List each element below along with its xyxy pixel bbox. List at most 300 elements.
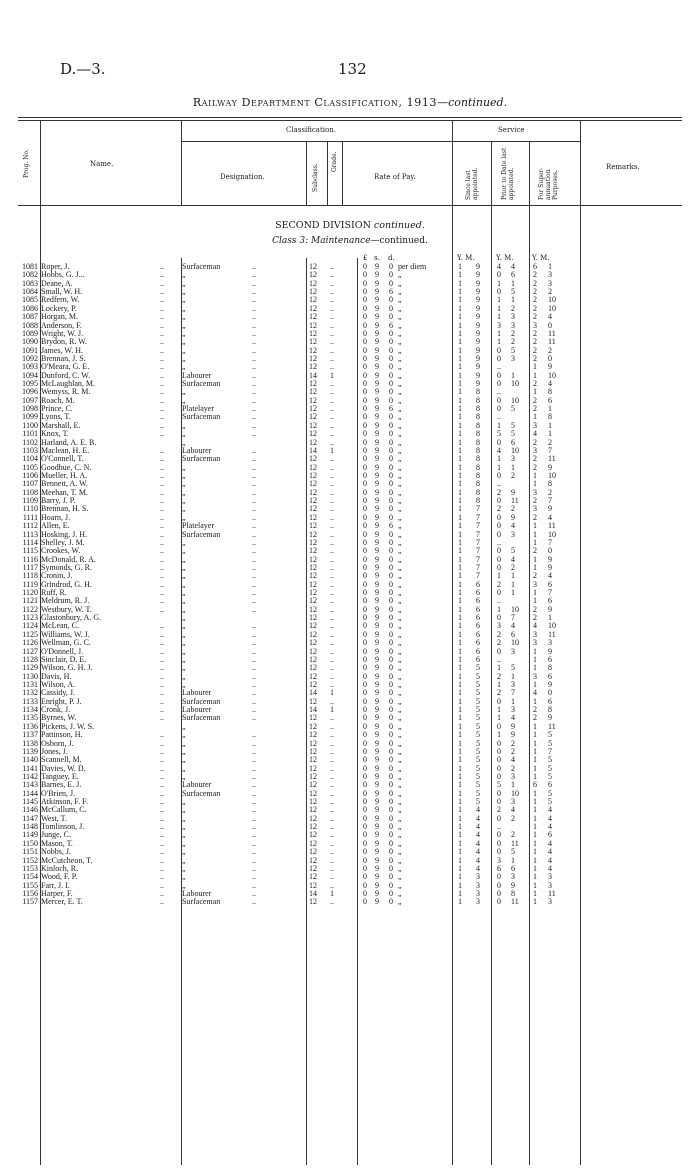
prior-years: 4 bbox=[497, 262, 501, 271]
table-row bbox=[0, 689, 700, 697]
pay-shillings: 9 bbox=[375, 387, 379, 397]
pay-period: „ bbox=[398, 880, 402, 890]
pay-pounds: 0 bbox=[363, 721, 367, 731]
prog-number: 1155 bbox=[22, 880, 38, 890]
since-months: 7 bbox=[476, 562, 480, 572]
pay-shillings: 9 bbox=[375, 763, 379, 773]
super-years: 3 bbox=[533, 420, 537, 430]
table-row bbox=[0, 589, 700, 597]
pay-pounds: 0 bbox=[363, 479, 367, 489]
since-years: 1 bbox=[458, 353, 462, 363]
since-years: 1 bbox=[458, 813, 462, 823]
pay-pounds: 0 bbox=[363, 897, 367, 907]
employee-name: Brennan, J. S. bbox=[41, 353, 86, 363]
grade: 1 bbox=[330, 688, 334, 698]
super-years: 2 bbox=[533, 345, 537, 355]
class-heading bbox=[0, 236, 700, 246]
since-months: 6 bbox=[476, 596, 480, 606]
super-months: 3 bbox=[548, 897, 552, 907]
prior-months: 1 bbox=[511, 588, 515, 598]
designation: „ bbox=[182, 646, 186, 656]
since-years: 1 bbox=[458, 521, 462, 531]
since-months: 5 bbox=[476, 738, 480, 748]
prior-years: 0 bbox=[497, 889, 501, 898]
pay-period: „ bbox=[398, 721, 402, 731]
leader-dots: .. bbox=[160, 412, 164, 422]
subclass: 14 bbox=[309, 889, 317, 898]
table-row bbox=[0, 447, 700, 455]
pay-pounds: 0 bbox=[363, 588, 367, 598]
since-years: 1 bbox=[458, 838, 462, 848]
leader-dots: .. bbox=[160, 546, 164, 556]
table-row bbox=[0, 355, 700, 363]
leader-dots: .. bbox=[160, 705, 164, 715]
prior-months: 9 bbox=[511, 512, 515, 522]
table-row bbox=[0, 723, 700, 731]
prog-number: 1126 bbox=[22, 638, 38, 648]
since-months: 9 bbox=[476, 353, 480, 363]
pay-period: „ bbox=[398, 588, 402, 598]
prog-number: 1121 bbox=[22, 596, 38, 606]
since-years: 1 bbox=[458, 880, 462, 890]
prior-years: 0 bbox=[497, 554, 501, 564]
pay-pence: 0 bbox=[389, 571, 393, 581]
since-years: 1 bbox=[458, 496, 462, 506]
pay-shillings: 9 bbox=[375, 496, 379, 506]
leader-dots-designation: .. bbox=[252, 546, 256, 556]
since-years: 1 bbox=[458, 588, 462, 598]
pay-pounds: 0 bbox=[363, 537, 367, 547]
prior-years: 0 bbox=[497, 287, 501, 297]
table-row bbox=[0, 505, 700, 513]
pay-shillings: 9 bbox=[375, 638, 379, 648]
pay-pounds: 0 bbox=[363, 788, 367, 798]
pay-pence: 0 bbox=[389, 746, 393, 756]
pay-pence: 0 bbox=[389, 730, 393, 740]
pay-shillings: 9 bbox=[375, 420, 379, 430]
employee-name: Sinclair, D. E. bbox=[41, 654, 87, 664]
pay-shillings: 9 bbox=[375, 889, 379, 898]
super-months: 6 bbox=[548, 780, 552, 790]
super-years: 1 bbox=[533, 387, 537, 397]
leader-dots-designation: .. bbox=[252, 429, 256, 439]
super-years: 3 bbox=[533, 445, 537, 455]
since-years: 1 bbox=[458, 270, 462, 280]
since-years: 1 bbox=[458, 362, 462, 372]
since-months: 8 bbox=[476, 445, 480, 455]
subclass: 12 bbox=[309, 303, 317, 313]
pay-pence: 0 bbox=[389, 445, 393, 455]
since-years: 1 bbox=[458, 337, 462, 347]
pay-pence: 0 bbox=[389, 337, 393, 347]
header-rate-of-pay: Rate of Pay. bbox=[374, 173, 416, 181]
leader-dots: .. bbox=[160, 362, 164, 372]
pay-pounds: 0 bbox=[363, 688, 367, 698]
table-row bbox=[0, 547, 700, 555]
pay-pounds: 0 bbox=[363, 337, 367, 347]
pay-shillings: 9 bbox=[375, 370, 379, 380]
leader-dots-designation: .. bbox=[252, 604, 256, 614]
pay-period: „ bbox=[398, 546, 402, 556]
since-months: 4 bbox=[476, 847, 480, 857]
pay-period: „ bbox=[398, 654, 402, 664]
pay-pounds: 0 bbox=[363, 771, 367, 781]
super-months: 1 bbox=[548, 613, 552, 623]
subclass: 12 bbox=[309, 270, 317, 280]
leader-dots: .. bbox=[160, 713, 164, 723]
super-years: 1 bbox=[533, 588, 537, 598]
employee-name: Wellman, G. C. bbox=[41, 638, 91, 648]
super-months: 8 bbox=[548, 705, 552, 715]
subclass: 12 bbox=[309, 646, 317, 656]
employee-name: Crookes, W. bbox=[41, 546, 81, 556]
designation: „ bbox=[182, 546, 186, 556]
since-months: 5 bbox=[476, 721, 480, 731]
pay-period: „ bbox=[398, 404, 402, 414]
subclass: 12 bbox=[309, 579, 317, 589]
subclass: 12 bbox=[309, 362, 317, 372]
prior-years: 2 bbox=[497, 805, 501, 815]
prior-months: 4 bbox=[511, 755, 515, 765]
pay-pounds: 0 bbox=[363, 554, 367, 564]
pay-pence: 0 bbox=[389, 830, 393, 840]
since-years: 1 bbox=[458, 571, 462, 581]
table-row bbox=[0, 489, 700, 497]
super-years: 3 bbox=[533, 320, 537, 330]
leader-dots: .. bbox=[160, 504, 164, 514]
employee-name: Pattinson, H. bbox=[41, 730, 83, 740]
leader-dots-designation: .. bbox=[252, 370, 256, 380]
designation: „ bbox=[182, 822, 186, 832]
prior-years: 3 bbox=[497, 621, 501, 631]
pay-period: per diem bbox=[398, 262, 427, 271]
pay-shillings: 9 bbox=[375, 613, 379, 623]
since-years: 1 bbox=[458, 654, 462, 664]
prior-years: 0 bbox=[497, 613, 501, 623]
super-years: 4 bbox=[533, 429, 537, 439]
since-months: 8 bbox=[476, 479, 480, 489]
prior-years: 1 bbox=[497, 604, 501, 614]
prior-months: 9 bbox=[511, 880, 515, 890]
employee-name: Mueller, H. A. bbox=[41, 471, 88, 480]
super-years: 1 bbox=[533, 872, 537, 882]
pay-shillings: 9 bbox=[375, 621, 379, 631]
subclass: 12 bbox=[309, 529, 317, 539]
leader-dots-designation: .. bbox=[252, 537, 256, 547]
leader-dots-designation: .. bbox=[252, 362, 256, 372]
pay-period: „ bbox=[398, 763, 402, 773]
leader-dots-designation: .. bbox=[252, 705, 256, 715]
prior-months: 9 bbox=[511, 487, 515, 497]
super-years: 1 bbox=[533, 838, 537, 848]
table-row bbox=[0, 873, 700, 881]
pay-shillings: 9 bbox=[375, 320, 379, 330]
leader-dots: .. bbox=[160, 287, 164, 297]
grade: .. bbox=[330, 471, 334, 480]
leader-dots: .. bbox=[160, 596, 164, 606]
designation: „ bbox=[182, 554, 186, 564]
prior-years: 0 bbox=[497, 880, 501, 890]
prior-years: 0 bbox=[497, 588, 501, 598]
designation: „ bbox=[182, 328, 186, 338]
leader-dots: .. bbox=[160, 621, 164, 631]
designation: „ bbox=[182, 420, 186, 430]
prior-months: 10 bbox=[511, 604, 519, 614]
super-years: 1 bbox=[533, 880, 537, 890]
leader-dots-designation: .. bbox=[252, 554, 256, 564]
table-row bbox=[0, 572, 700, 580]
prior-years: .. bbox=[497, 537, 501, 547]
subclass: 12 bbox=[309, 805, 317, 815]
super-years: 2 bbox=[533, 604, 537, 614]
super-years: 2 bbox=[533, 713, 537, 723]
subclass: 12 bbox=[309, 880, 317, 890]
designation: „ bbox=[182, 805, 186, 815]
table-row bbox=[0, 648, 700, 656]
pay-pounds: 0 bbox=[363, 462, 367, 472]
designation: „ bbox=[182, 512, 186, 522]
table-top-rule-2 bbox=[18, 120, 682, 121]
employee-name: Redfern, W. bbox=[41, 295, 80, 305]
table-row bbox=[0, 614, 700, 622]
designation: „ bbox=[182, 730, 186, 740]
table-row bbox=[0, 263, 700, 271]
subclass: 12 bbox=[309, 312, 317, 322]
super-months: 10 bbox=[548, 370, 556, 380]
prior-months: 6 bbox=[511, 270, 515, 280]
prior-months: 7 bbox=[511, 613, 515, 623]
since-years: 1 bbox=[458, 370, 462, 380]
prior-years: 0 bbox=[497, 847, 501, 857]
super-years: 1 bbox=[533, 889, 537, 898]
employee-name: Maclean, H. E. bbox=[41, 445, 90, 455]
pay-period: „ bbox=[398, 295, 402, 305]
leader-dots: .. bbox=[160, 813, 164, 823]
designation: „ bbox=[182, 830, 186, 840]
grade: .. bbox=[330, 755, 334, 765]
prog-number: 1096 bbox=[22, 387, 38, 397]
grade: .. bbox=[330, 537, 334, 547]
pay-pounds: 0 bbox=[363, 838, 367, 848]
pay-pounds: 0 bbox=[363, 521, 367, 531]
prior-months: 4 bbox=[511, 621, 515, 631]
division-heading bbox=[0, 220, 700, 231]
pay-shillings: 9 bbox=[375, 337, 379, 347]
prior-months: 2 bbox=[511, 763, 515, 773]
pay-shillings: 9 bbox=[375, 863, 379, 873]
table-row bbox=[0, 748, 700, 756]
prior-years: 1 bbox=[497, 420, 501, 430]
prior-years: 6 bbox=[497, 863, 501, 873]
leader-dots-designation: .. bbox=[252, 278, 256, 288]
since-years: 1 bbox=[458, 746, 462, 756]
since-years: 1 bbox=[458, 412, 462, 422]
prog-number: 1116 bbox=[22, 554, 38, 564]
super-years: 1 bbox=[533, 797, 537, 807]
super-months: 3 bbox=[548, 270, 552, 280]
leader-dots: .. bbox=[160, 445, 164, 455]
super-months: 2 bbox=[548, 345, 552, 355]
pay-period: „ bbox=[398, 688, 402, 698]
prog-number: 1140 bbox=[22, 755, 38, 765]
prior-years: 0 bbox=[497, 496, 501, 506]
since-months: 5 bbox=[476, 780, 480, 790]
leader-dots: .. bbox=[160, 320, 164, 330]
grade: .. bbox=[330, 696, 334, 706]
pay-pounds: 0 bbox=[363, 880, 367, 890]
since-years: 1 bbox=[458, 420, 462, 430]
leader-dots-designation: .. bbox=[252, 395, 256, 405]
prior-years: 0 bbox=[497, 345, 501, 355]
pay-pence: 0 bbox=[389, 479, 393, 489]
table-row bbox=[0, 765, 700, 773]
pay-pence: 0 bbox=[389, 312, 393, 322]
employee-name: Roach, M. bbox=[41, 395, 75, 405]
super-months: 10 bbox=[548, 471, 556, 480]
leader-dots: .. bbox=[160, 688, 164, 698]
super-years: 1 bbox=[533, 646, 537, 656]
since-years: 1 bbox=[458, 554, 462, 564]
pay-shillings: 9 bbox=[375, 504, 379, 514]
since-months: 5 bbox=[476, 797, 480, 807]
pay-pounds: 0 bbox=[363, 445, 367, 455]
pay-period: „ bbox=[398, 638, 402, 648]
employee-name: Brydon, R. W. bbox=[41, 337, 88, 347]
designation: „ bbox=[182, 437, 186, 447]
super-months: 7 bbox=[548, 746, 552, 756]
employee-name: Small, W. H. bbox=[41, 287, 83, 297]
since-months: 7 bbox=[476, 571, 480, 581]
super-years: 1 bbox=[533, 370, 537, 380]
subclass: 12 bbox=[309, 696, 317, 706]
pay-pounds: 0 bbox=[363, 512, 367, 522]
since-months: 5 bbox=[476, 705, 480, 715]
grade: .. bbox=[330, 805, 334, 815]
pay-period: „ bbox=[398, 705, 402, 715]
since-years: 1 bbox=[458, 680, 462, 689]
super-years: 2 bbox=[533, 454, 537, 464]
leader-dots-designation: .. bbox=[252, 621, 256, 631]
leader-dots: .. bbox=[160, 771, 164, 781]
leader-dots: .. bbox=[160, 512, 164, 522]
super-years: 2 bbox=[533, 512, 537, 522]
prior-years: 1 bbox=[497, 337, 501, 347]
since-years: 1 bbox=[458, 797, 462, 807]
super-years: 2 bbox=[533, 353, 537, 363]
table-row bbox=[0, 338, 700, 346]
table-row bbox=[0, 806, 700, 814]
pay-period: „ bbox=[398, 746, 402, 756]
super-months: 4 bbox=[548, 822, 552, 832]
super-months: 5 bbox=[548, 755, 552, 765]
table-row bbox=[0, 514, 700, 522]
since-months: 9 bbox=[476, 295, 480, 305]
grade: .. bbox=[330, 554, 334, 564]
since-years: 1 bbox=[458, 454, 462, 464]
prog-number: 1142 bbox=[22, 771, 38, 781]
super-months: 4 bbox=[548, 312, 552, 322]
designation: „ bbox=[182, 312, 186, 322]
pay-period: „ bbox=[398, 429, 402, 439]
subclass: 12 bbox=[309, 471, 317, 480]
pay-pence: 0 bbox=[389, 671, 393, 681]
prog-number: 1144 bbox=[22, 788, 38, 798]
super-months: 11 bbox=[548, 337, 556, 347]
pay-pence: 0 bbox=[389, 713, 393, 723]
header-since-last: Since last appointed. bbox=[465, 167, 479, 200]
leader-dots-designation: .. bbox=[252, 521, 256, 531]
super-years: 1 bbox=[533, 738, 537, 748]
designation: Surfaceman bbox=[182, 696, 221, 706]
prior-years: 3 bbox=[497, 320, 501, 330]
designation: „ bbox=[182, 872, 186, 882]
prior-months: 3 bbox=[511, 353, 515, 363]
pay-shillings: 9 bbox=[375, 303, 379, 313]
pay-period: „ bbox=[398, 847, 402, 857]
table-row bbox=[0, 405, 700, 413]
designation: „ bbox=[182, 771, 186, 781]
grade: .. bbox=[330, 579, 334, 589]
prior-years: 0 bbox=[497, 562, 501, 572]
since-months: 8 bbox=[476, 387, 480, 397]
pay-pence: 0 bbox=[389, 696, 393, 706]
prior-months: 3 bbox=[511, 771, 515, 781]
prior-months: 5 bbox=[511, 847, 515, 857]
subclass: 12 bbox=[309, 287, 317, 297]
grade: 1 bbox=[330, 889, 334, 898]
super-years: 1 bbox=[533, 521, 537, 531]
table-row bbox=[0, 740, 700, 748]
super-years: 1 bbox=[533, 897, 537, 907]
super-years: 2 bbox=[533, 295, 537, 305]
employee-name: O'Connell, T. bbox=[41, 454, 84, 464]
pay-shillings: 9 bbox=[375, 462, 379, 472]
prog-number: 1124 bbox=[22, 621, 38, 631]
pay-period: „ bbox=[398, 805, 402, 815]
prior-months: 2 bbox=[511, 337, 515, 347]
designation: Labourer bbox=[182, 688, 212, 698]
leader-dots-designation: .. bbox=[252, 847, 256, 857]
leader-dots-designation: .. bbox=[252, 345, 256, 355]
employee-name: Anderson, F. bbox=[41, 320, 82, 330]
designation: „ bbox=[182, 746, 186, 756]
pay-pounds: 0 bbox=[363, 680, 367, 689]
prog-number: 1156 bbox=[22, 889, 38, 898]
since-years: 1 bbox=[458, 788, 462, 798]
leader-dots-designation: .. bbox=[252, 404, 256, 414]
pay-pounds: 0 bbox=[363, 889, 367, 898]
prior-months: 11 bbox=[511, 496, 519, 506]
since-years: 1 bbox=[458, 462, 462, 472]
since-months: 9 bbox=[476, 278, 480, 288]
super-months: 4 bbox=[548, 855, 552, 865]
table-row bbox=[0, 556, 700, 564]
super-years: 1 bbox=[533, 847, 537, 857]
prior-months: 5 bbox=[511, 420, 515, 430]
header-designation: Designation. bbox=[220, 173, 265, 181]
leader-dots-designation: .. bbox=[252, 579, 256, 589]
since-months: 5 bbox=[476, 696, 480, 706]
since-months: 6 bbox=[476, 621, 480, 631]
pay-period: „ bbox=[398, 872, 402, 882]
subclass: 12 bbox=[309, 604, 317, 614]
header-classification: Classification. bbox=[286, 126, 336, 134]
pay-shillings: 9 bbox=[375, 646, 379, 656]
employee-name: Ruff, R. bbox=[41, 588, 67, 598]
since-months: 8 bbox=[476, 454, 480, 464]
subclass: 12 bbox=[309, 320, 317, 330]
prog-number: 1110 bbox=[22, 504, 38, 514]
